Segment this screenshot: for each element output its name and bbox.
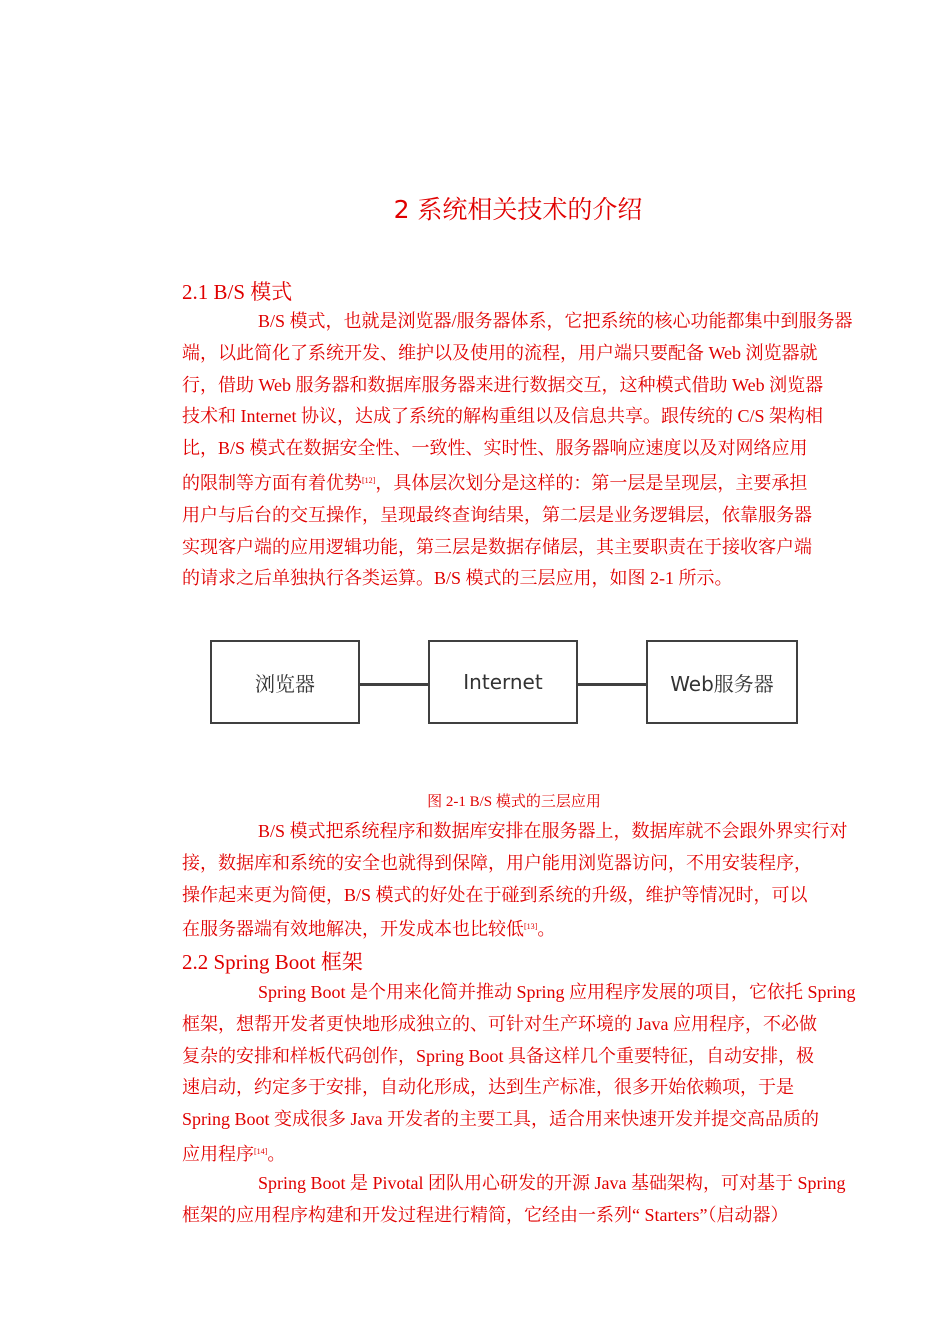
diagram-box-browser: 浏览器	[210, 640, 360, 724]
section-heading-2-2: 2.2 Spring Boot 框架	[182, 950, 363, 974]
text-fragment: 。	[537, 919, 556, 940]
figure-caption: 图 2-1 B/S 模式的三层应用	[427, 794, 601, 810]
citation: [14]	[254, 1146, 268, 1156]
text-line: 端，以此简化了系统开发、维护以及使用的流程，用户端只要配备 Web 浏览器就	[182, 342, 818, 363]
text-line: 比，B/S 模式在数据安全性、一致性、实时性、服务器响应速度以及对网络应用	[182, 438, 808, 459]
text-line	[182, 1136, 862, 1171]
text-line: 行，借助 Web 服务器和数据库服务器来进行数据交互，这种模式借助 Web 浏览器	[182, 374, 824, 395]
text-line: B/S 模式把系统程序和数据库安排在服务器上，数据库就不会跟外界实行对	[258, 821, 848, 841]
citation: [13]	[524, 922, 538, 932]
text-line	[182, 465, 862, 500]
text-fragment: ，具体层次划分是这样的：第一层是呈现层，主要承担	[375, 472, 808, 493]
text-line: 技术和 Internet 协议，达成了系统的解构重组以及信息共享。跟传统的 C/S 架构相	[182, 406, 823, 427]
section-heading-2-1: 2.1 B/S 模式	[182, 280, 293, 304]
text-line: 用户与后台的交互操作，呈现最终查询结果，第二层是业务逻辑层，依靠服务器	[182, 504, 812, 525]
text-fragment: 应用程序	[182, 1143, 254, 1164]
citation: [12]	[362, 475, 376, 485]
connector-line	[358, 683, 428, 686]
paragraph-spring-boot-intro	[182, 977, 862, 1171]
bs-three-tier-diagram	[208, 640, 800, 730]
text-line: 框架的应用程序构建和开发过程进行精简，它经由一系列“ Starters”（启动器）	[182, 1204, 789, 1225]
text-line: 操作起来更为简便，B/S 模式的好处在于碰到系统的升级，维护等情况时，可以	[182, 884, 808, 905]
text-line: 框架，想帮开发者更快地形成独立的、可针对生产环境的 Java 应用程序，不必做	[182, 1013, 817, 1034]
connector-line	[576, 683, 646, 686]
text-fragment: 。	[267, 1143, 286, 1164]
text-line: 复杂的安排和样板代码创作，Spring Boot 具备这样几个重要特征，自动安排，极	[182, 1045, 815, 1066]
text-fragment: 的限制等方面有着优势	[182, 472, 362, 493]
text-line: Spring Boot 是个用来化简并推动 Spring 应用程序发展的项目，它依托 Spring	[258, 982, 856, 1002]
text-line: Spring Boot 是 Pivotal 团队用心研发的开源 Java 基础架构，可对基于 Spring	[258, 1173, 846, 1193]
paragraph-spring-boot-pivotal	[182, 1168, 862, 1232]
text-line: 速启动，约定多于安排，自动化形成，达到生产标准，很多开始依赖项，于是	[182, 1077, 794, 1098]
text-line: 的请求之后单独执行各类运算。B/S 模式的三层应用，如图 2-1 所示。	[182, 568, 733, 589]
diagram-box-web-server: Web服务器	[646, 640, 798, 724]
chapter-title: 2 系统相关技术的介绍	[393, 195, 643, 224]
text-line: 实现客户端的应用逻辑功能，第三层是数据存储层，其主要职责在于接收客户端	[182, 536, 812, 557]
text-fragment: 在服务器端有效地解决，开发成本也比较低	[182, 919, 524, 940]
paragraph-bs-advantages	[182, 816, 862, 946]
diagram-box-internet: Internet	[428, 640, 578, 724]
text-line: Spring Boot 变成很多 Java 开发者的主要工具，适合用来快速开发并提交高品质的	[182, 1109, 819, 1130]
paragraph-bs-intro	[182, 306, 862, 595]
text-line	[182, 911, 862, 946]
text-line: B/S 模式，也就是浏览器/服务器体系，它把系统的核心功能都集中到服务器	[258, 311, 853, 331]
text-line: 接，数据库和系统的安全也就得到保障，用户能用浏览器访问，不用安装程序，	[182, 852, 812, 873]
